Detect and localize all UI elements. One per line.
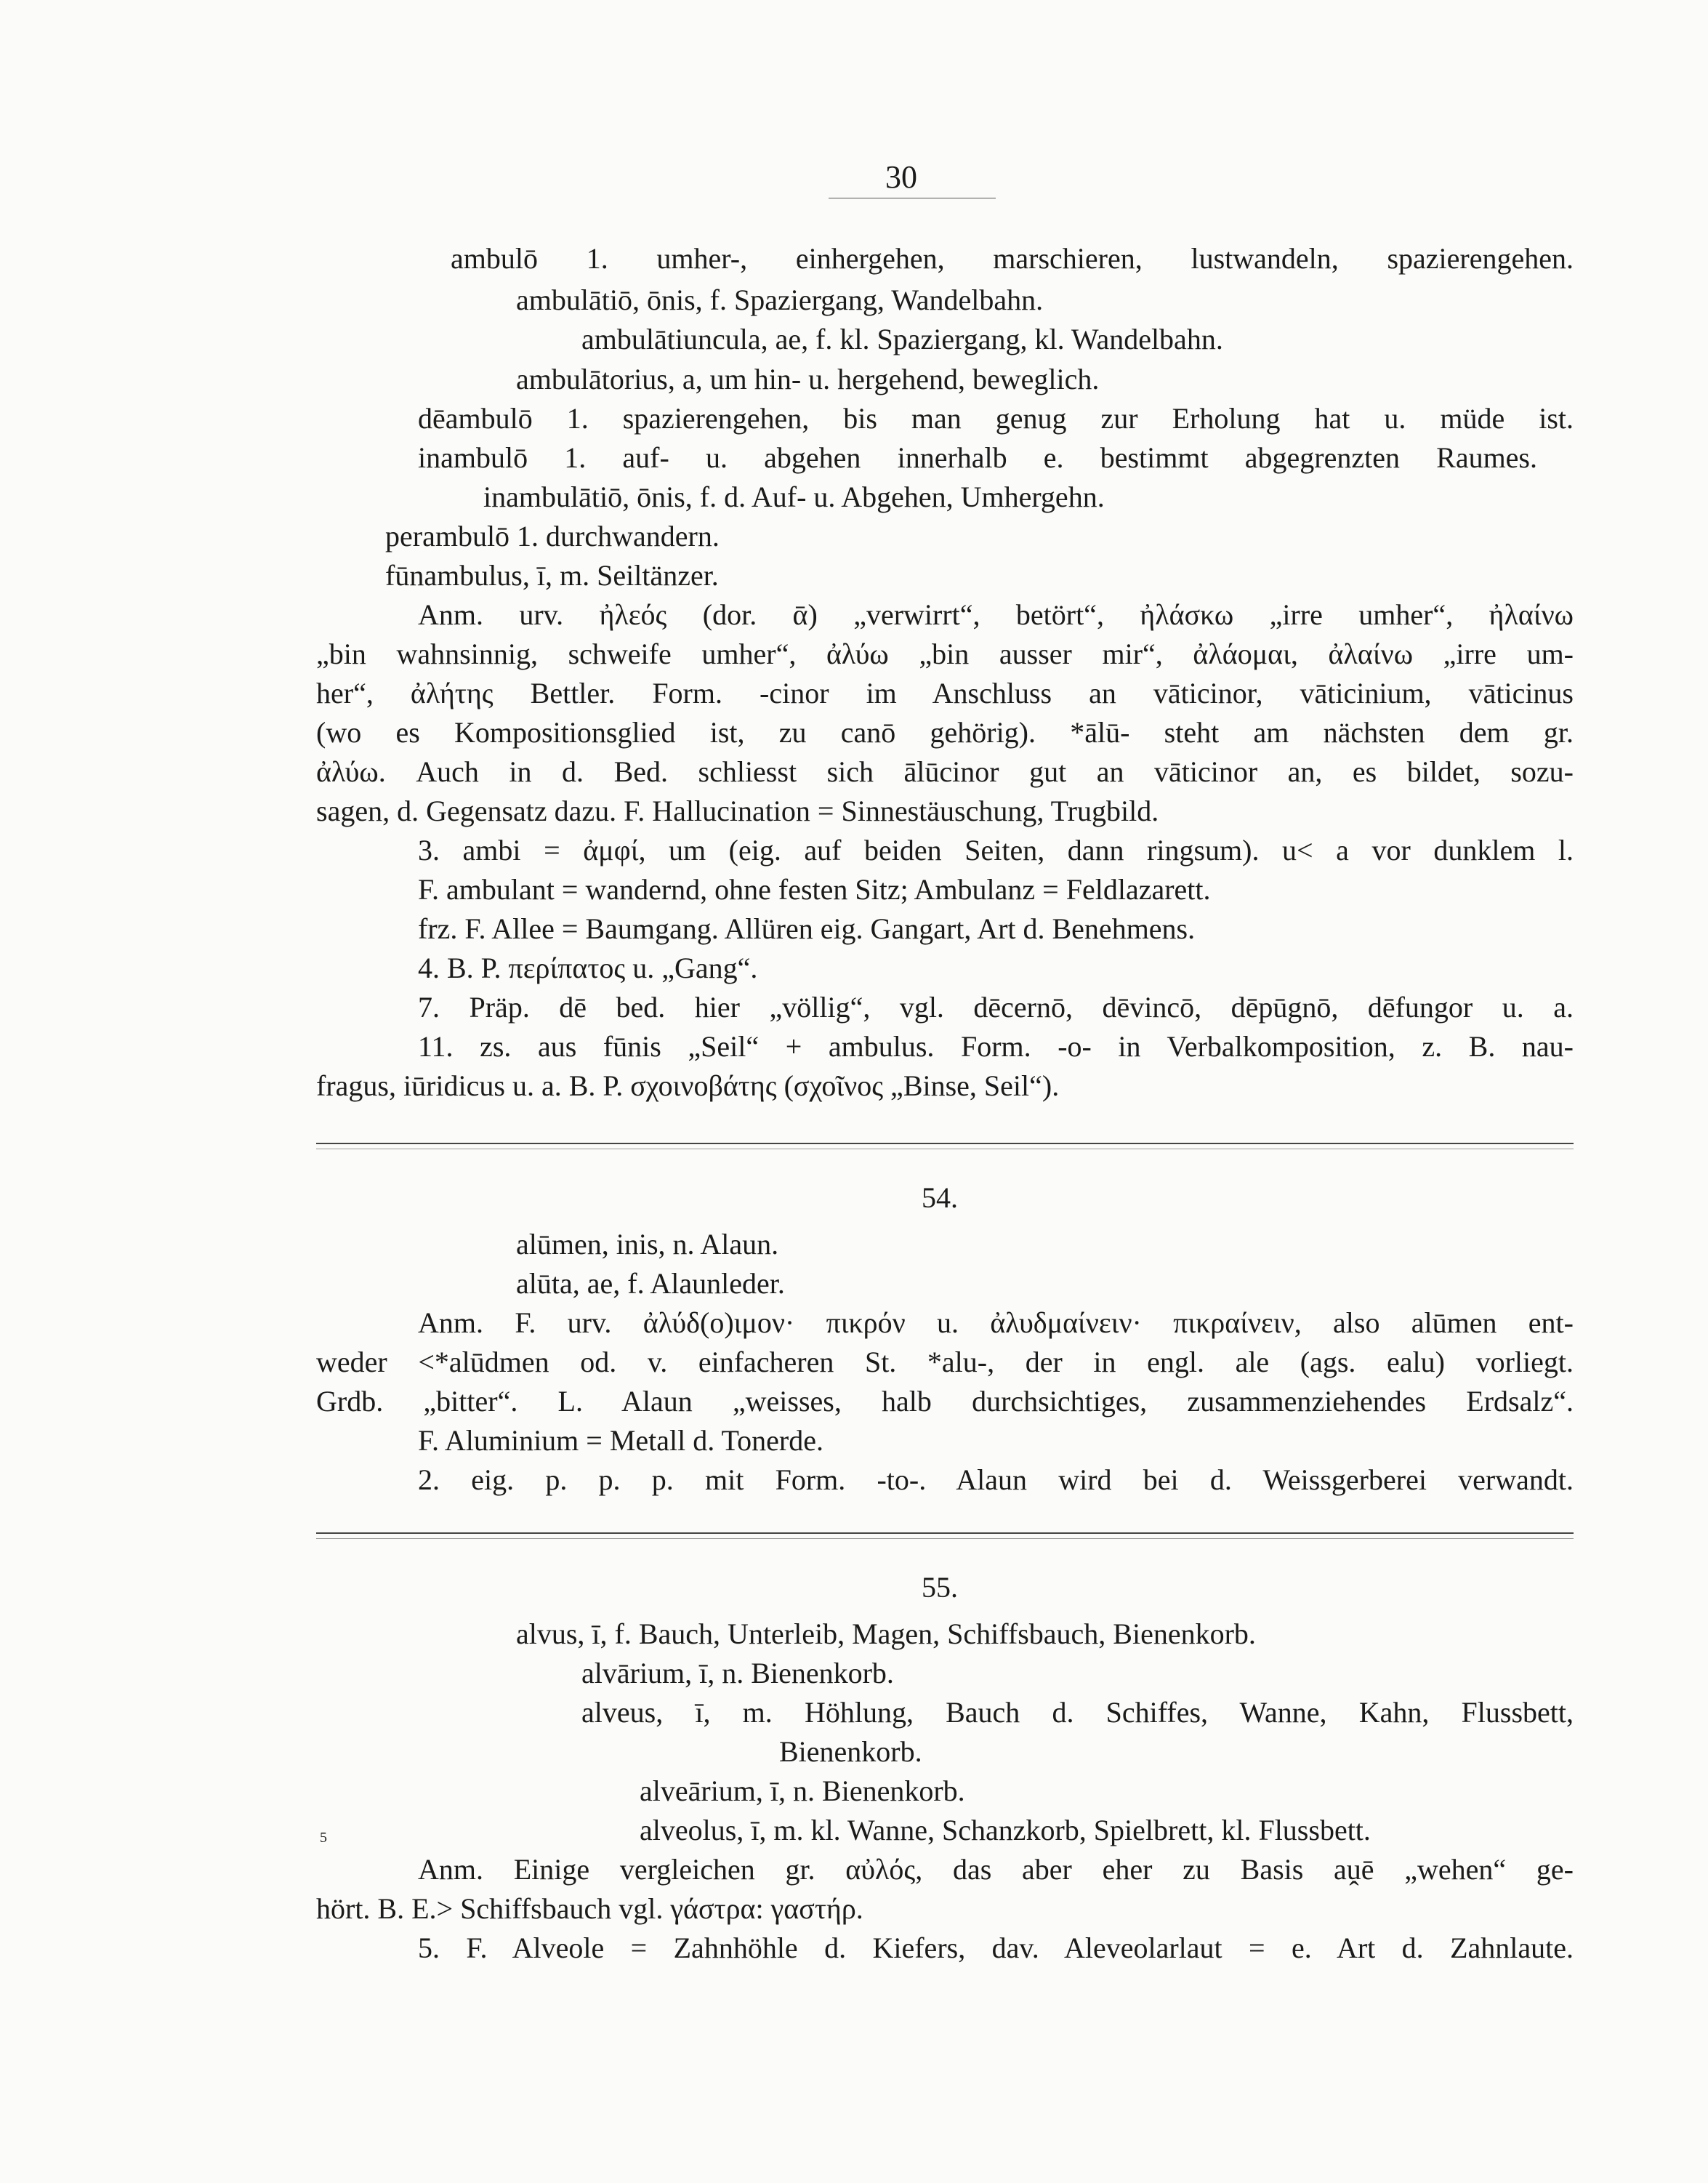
text-line: 3. ambi = ἀμφί, um (eig. auf beiden Seiten, dann ringsum). u< a vor dunklem l. <box>418 834 1574 867</box>
text-line: F. Aluminium = Metall d. Tonerde. <box>418 1424 824 1457</box>
text-line: F. ambulant = wandernd, ohne festen Sitz; Ambulanz = Feldlazarett. <box>418 873 1211 906</box>
text-line: fūnambulus, ī, m. Seiltänzer. <box>385 559 719 592</box>
text-line: 7. Präp. dē bed. hier „völlig“, vgl. dēcernō, dēvincō, dēpūgnō, dēfungor u. a. <box>418 991 1574 1024</box>
section-separator <box>316 1143 1574 1144</box>
text-line: ambulātiō, ōnis, f. Spaziergang, Wandelbahn. <box>516 284 1044 316</box>
margin-mark: 5 <box>320 1830 327 1846</box>
text-line: Bienenkorb. <box>779 1735 922 1768</box>
text-line: alveus, ī, m. Höhlung, Bauch d. Schiffes, Wanne, Kahn, Flussbett, <box>581 1696 1574 1729</box>
text-line: sagen, d. Gegensatz dazu. F. Hallucination = Sinnestäuschung, Trugbild. <box>316 795 1159 827</box>
text-line: Anm. Einige vergleichen gr. αὐλός, das aber eher zu Basis aṷē „wehen“ ge- <box>418 1853 1574 1886</box>
text-line: alvus, ī, f. Bauch, Unterleib, Magen, Schiffsbauch, Bienenkorb. <box>516 1617 1256 1650</box>
page-number: 30 <box>885 159 917 195</box>
text-line: alvārium, ī, n. Bienenkorb. <box>581 1657 894 1689</box>
text-line: 5. F. Alveole = Zahnhöhle d. Kiefers, dav. Aleveolarlaut = e. Art d. Zahnlaute. <box>418 1931 1574 1964</box>
text-line: frz. F. Allee = Baumgang. Allüren eig. Gangart, Art d. Benehmens. <box>418 912 1196 945</box>
text-line: ἀλύω. Auch in d. Bed. schliesst sich ālūcinor gut an vāticinor an, es bildet, sozu- <box>316 755 1574 788</box>
text-line: hört. B. E.> Schiffsbauch vgl. γάστρα: γαστήρ. <box>316 1892 863 1925</box>
text-line: Grdb. „bitter“. L. Alaun „weisses, halb durchsichtiges, zusammenziehendes Erdsalz“. <box>316 1385 1574 1418</box>
text-line: 4. B. P. περίπατος u. „Gang“. <box>418 952 758 984</box>
section-separator-thin <box>316 1538 1574 1539</box>
text-line: weder <*alūdmen od. v. einfacheren St. *alu-, der in engl. ale (ags. ealu) vorliegt. <box>316 1346 1574 1378</box>
text-line: perambulō 1. durchwandern. <box>385 520 720 552</box>
text-line: ambulātiuncula, ae, f. kl. Spaziergang, kl. Wandelbahn. <box>581 323 1223 355</box>
text-line: „bin wahnsinnig, schweife umher“, ἀλύω „bin ausser mir“, ἀλάομαι, ἀλαίνω „irre um- <box>316 638 1574 670</box>
text-line: inambulātiō, ōnis, f. d. Auf- u. Abgehen, Umhergehn. <box>483 481 1105 513</box>
text-line: dēambulō 1. spazierengehen, bis man genug zur Erholung hat u. müde ist. <box>418 402 1574 435</box>
text-line: 2. eig. p. p. p. mit Form. -to-. Alaun wird bei d. Weissgerberei verwandt. <box>418 1463 1574 1496</box>
text-line: ambulātorius, a, um hin- u. hergehend, beweglich. <box>516 363 1100 395</box>
text-line: alūta, ae, f. Alaunleder. <box>516 1267 785 1300</box>
text-line: alūmen, inis, n. Alaun. <box>516 1228 779 1261</box>
text-line: her“, ἀλήτης Bettler. Form. -cinor im Anschluss an vāticinor, vāticinium, vāticinus <box>316 677 1574 709</box>
text-line: alveārium, ī, n. Bienenkorb. <box>640 1774 965 1807</box>
text-line: 11. zs. aus fūnis „Seil“ + ambulus. Form. -o- in Verbalkomposition, z. B. nau- <box>418 1030 1574 1063</box>
section-number: 54. <box>922 1181 958 1214</box>
text-line: alveolus, ī, m. kl. Wanne, Schanzkorb, Spielbrett, kl. Flussbett. <box>640 1814 1371 1846</box>
text-line: (wo es Kompositionsglied ist, zu canō gehörig). *ālū- steht am nächsten dem gr. <box>316 716 1574 749</box>
text-line: ambulō 1. umher-, einhergehen, marschieren, lustwandeln, spazierengehen. <box>451 242 1574 275</box>
section-number: 55. <box>922 1571 958 1604</box>
section-separator <box>316 1532 1574 1534</box>
text-line: Anm. urv. ἠλεός (dor. ᾱ) „verwirrt“, betört“, ἠλάσκω „irre umher“, ἠλαίνω <box>418 598 1574 631</box>
text-line: fragus, iūridicus u. a. B. P. σχοινοβάτης (σχοῖνος „Binse, Seil“). <box>316 1069 1060 1102</box>
text-line: Anm. F. urv. ἀλύδ(ο)ιμον· πικρόν u. ἀλυδμαίνειν· πικραίνειν, also alūmen ent- <box>418 1306 1574 1339</box>
text-line: inambulō 1. auf- u. abgehen innerhalb e. bestimmt abgegrenzten Raumes. <box>418 441 1537 474</box>
